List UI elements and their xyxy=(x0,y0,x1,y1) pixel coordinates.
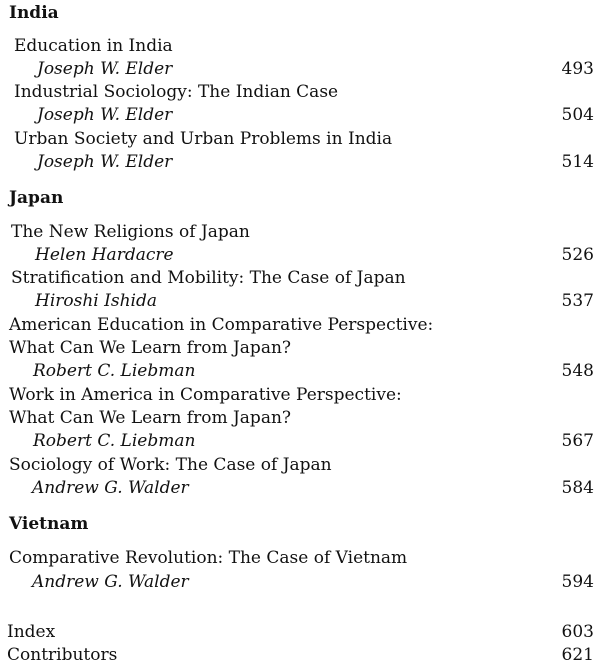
toc-entry-author-line xyxy=(0,103,600,127)
author: Robert C. Liebman xyxy=(33,361,196,381)
toc-entry-author-line xyxy=(0,150,600,174)
toc-entry-title: Education in India xyxy=(14,36,173,56)
toc-entry-author-line xyxy=(0,476,600,500)
author: Hiroshi Ishida xyxy=(35,291,157,311)
page-number: 504 xyxy=(561,105,594,125)
toc-entry-title: Work in America in Comparative Perspective: xyxy=(9,385,402,405)
section-title-india: India xyxy=(9,3,59,23)
toc-entry-title: Stratification and Mobility: The Case of Japan xyxy=(11,268,406,288)
page-number: 621 xyxy=(561,645,594,665)
toc-entry-title: What Can We Learn from Japan? xyxy=(9,408,292,428)
toc-entry-title: Industrial Sociology: The Indian Case xyxy=(14,82,339,102)
page-number: 514 xyxy=(561,152,594,172)
toc-entry-author-line xyxy=(0,243,600,267)
toc-entry-title: Comparative Revolution: The Case of Vietnam xyxy=(9,548,408,568)
author: Andrew G. Walder xyxy=(32,572,189,592)
toc-entry-author-line xyxy=(0,289,600,313)
toc-entry-index: Index 603 xyxy=(7,622,594,642)
toc-entry-author-line xyxy=(0,57,600,81)
author: Joseph W. Elder xyxy=(37,59,173,79)
page-number: 537 xyxy=(561,291,594,311)
toc-entry-title: Sociology of Work: The Case of Japan xyxy=(9,455,332,475)
page-number: 584 xyxy=(561,478,594,498)
toc-entry-author-line xyxy=(0,570,600,594)
section-title-japan: Japan xyxy=(9,188,64,208)
author: Joseph W. Elder xyxy=(37,105,173,125)
page-number: 594 xyxy=(561,572,594,592)
page-number: 526 xyxy=(561,245,594,265)
page-number: 603 xyxy=(561,622,594,642)
section-title-vietnam: Vietnam xyxy=(9,514,89,534)
toc-entry-title: Urban Society and Urban Problems in India xyxy=(14,129,393,149)
toc-entry-contributors: Contributors 621 xyxy=(7,645,594,665)
toc-entry-author-line xyxy=(0,359,600,383)
toc-entry-title: What Can We Learn from Japan? xyxy=(9,338,292,358)
toc-entry-author-line xyxy=(0,429,600,453)
toc-entry-title: American Education in Comparative Perspective: xyxy=(9,315,434,335)
author: Robert C. Liebman xyxy=(33,431,196,451)
page-number: 567 xyxy=(561,431,594,451)
author: Helen Hardacre xyxy=(35,245,174,265)
page-number: 548 xyxy=(561,361,594,381)
toc-entry-title: The New Religions of Japan xyxy=(11,222,250,242)
author: Andrew G. Walder xyxy=(32,478,189,498)
author: Joseph W. Elder xyxy=(37,152,173,172)
page-number: 493 xyxy=(561,59,594,79)
